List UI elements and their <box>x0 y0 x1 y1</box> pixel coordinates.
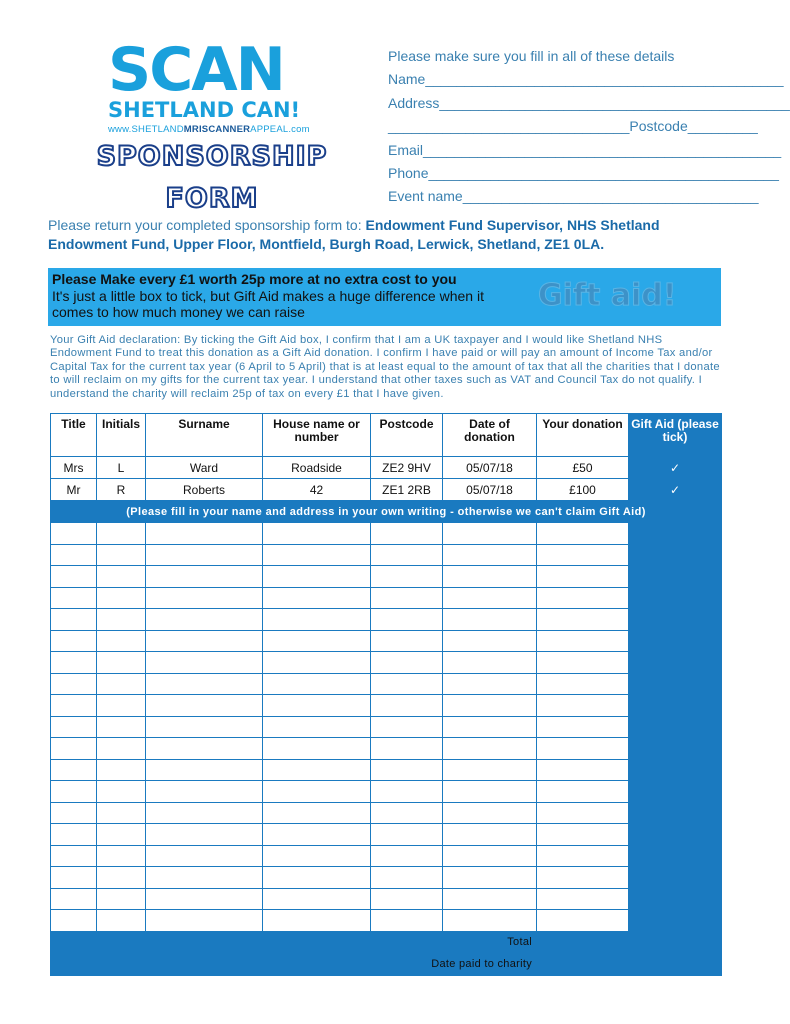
gift-aid-declaration: Your Gift Aid declaration: By ticking the Gift Aid box, I confirm that I am a UK taxpayer and I would like Shetland NHS Endowment Fund to treat this donation as a Gift Aid donation. I confirm I have paid or will pay an amount of Income Tax and/or Capital Tax for the current tax year (6 April to 5 April) that is at least equal to the amount of tax that all the charities that I donate to will reclaim on my gifts for the current tax year. I understand that other taxes such as VAT and Council Tax do not qualify. I understand the charity will reclaim 25p of tax on every £1 that I have given. <box>50 334 720 400</box>
gift-aid-checkbox[interactable] <box>629 695 722 717</box>
entry-cell[interactable] <box>263 910 371 932</box>
banner-body: It's just a little box to tick, but Gift Aid makes a huge difference when it comes to how much money we can raise <box>52 288 484 320</box>
blank-row <box>51 824 722 846</box>
entry-cell[interactable] <box>97 867 146 889</box>
header-title: Title <box>51 414 97 457</box>
entry-cell[interactable] <box>146 587 263 609</box>
title-line-2: FORM <box>165 183 259 214</box>
entry-cell[interactable] <box>97 630 146 652</box>
blank-row <box>51 566 722 588</box>
entry-cell[interactable] <box>263 802 371 824</box>
date-paid-value[interactable] <box>537 953 629 975</box>
entry-cell[interactable] <box>371 802 443 824</box>
header-house: House name or number <box>263 414 371 457</box>
entry-cell[interactable] <box>51 802 97 824</box>
header-postcode: Postcode <box>371 414 443 457</box>
entry-cell[interactable] <box>146 759 263 781</box>
entry-cell[interactable] <box>371 759 443 781</box>
entry-cell[interactable] <box>146 566 263 588</box>
entry-cell[interactable] <box>97 781 146 803</box>
blank-row <box>51 609 722 631</box>
blank-row <box>51 910 722 932</box>
gift-aid-checkbox[interactable] <box>629 738 722 760</box>
gift-aid-checkbox[interactable] <box>629 523 722 545</box>
entry-cell[interactable] <box>263 738 371 760</box>
scan-logo <box>108 35 318 135</box>
entry-cell[interactable] <box>537 566 629 588</box>
entry-cell[interactable] <box>537 867 629 889</box>
entry-cell[interactable] <box>51 716 97 738</box>
entry-cell[interactable] <box>146 738 263 760</box>
entry-cell[interactable] <box>537 673 629 695</box>
entry-cell[interactable] <box>97 759 146 781</box>
blank-row <box>51 652 722 674</box>
name-field[interactable]: Name______________________________________________ <box>388 71 784 88</box>
entry-cell[interactable] <box>537 888 629 910</box>
entry-cell[interactable] <box>537 781 629 803</box>
entry-cell[interactable] <box>146 523 263 545</box>
entry-cell[interactable] <box>51 738 97 760</box>
entry-cell[interactable] <box>97 652 146 674</box>
entry-cell[interactable] <box>371 652 443 674</box>
entry-cell[interactable] <box>537 652 629 674</box>
cell: R <box>97 479 146 501</box>
postcode-field[interactable]: _______________________________Postcode_________ <box>388 118 758 135</box>
banner-headline: Please Make every £1 worth 25p more at no extra cost to you <box>52 271 457 287</box>
blank-row <box>51 716 722 738</box>
cell: Roberts <box>146 479 263 501</box>
handwriting-note: (Please fill in your name and address in your own writing - otherwise we can't claim Gift Aid) <box>51 501 722 523</box>
entry-cell[interactable] <box>97 802 146 824</box>
gift-aid-banner <box>48 268 721 326</box>
entry-cell[interactable] <box>51 824 97 846</box>
entry-cell[interactable] <box>263 759 371 781</box>
entry-cell[interactable] <box>443 716 537 738</box>
blank-row <box>51 867 722 889</box>
form-title <box>86 136 338 220</box>
entry-cell[interactable] <box>371 566 443 588</box>
blank-row <box>51 738 722 760</box>
entry-cell[interactable] <box>263 544 371 566</box>
cell: Mr <box>51 479 97 501</box>
entry-cell[interactable] <box>537 523 629 545</box>
total-label: Total <box>51 931 537 953</box>
gift-aid-checkbox[interactable] <box>629 781 722 803</box>
entry-cell[interactable] <box>146 630 263 652</box>
entry-cell[interactable] <box>146 695 263 717</box>
blank-row <box>51 781 722 803</box>
cell: ZE2 9HV <box>371 457 443 479</box>
address-field[interactable]: Address_____________________________________________ <box>388 94 790 111</box>
entry-cell[interactable] <box>537 824 629 846</box>
entry-cell[interactable] <box>443 781 537 803</box>
gift-aid-checkbox[interactable] <box>629 544 722 566</box>
gift-aid-checkbox[interactable] <box>629 716 722 738</box>
blank-row <box>51 802 722 824</box>
cell: 05/07/18 <box>443 457 537 479</box>
entry-cell[interactable] <box>537 845 629 867</box>
gift-aid-checkbox[interactable] <box>629 652 722 674</box>
email-field[interactable]: Email______________________________________________ <box>388 141 782 158</box>
logo-url: www.SHETLANDMRISCANNERAPPEAL.com <box>108 124 310 135</box>
entry-cell[interactable] <box>51 845 97 867</box>
entry-cell[interactable] <box>537 738 629 760</box>
entry-cell[interactable] <box>97 544 146 566</box>
blank-row <box>51 544 722 566</box>
gift-aid-checkbox[interactable]: ✓ <box>629 479 722 501</box>
gift-aid-label: Gift aid! <box>538 278 677 313</box>
entry-cell[interactable] <box>263 888 371 910</box>
entry-cell[interactable] <box>537 695 629 717</box>
entry-cell[interactable] <box>443 802 537 824</box>
header-initials: Initials <box>97 414 146 457</box>
entry-cell[interactable] <box>537 544 629 566</box>
gift-aid-checkbox[interactable] <box>629 587 722 609</box>
entry-cell[interactable] <box>263 609 371 631</box>
entry-cell[interactable] <box>263 630 371 652</box>
gift-aid-checkbox[interactable] <box>629 845 722 867</box>
entry-cell[interactable] <box>97 845 146 867</box>
cell: £50 <box>537 457 629 479</box>
logo-wordmark: SCAN <box>108 35 284 105</box>
table-row <box>51 457 722 479</box>
entry-cell[interactable] <box>371 824 443 846</box>
entry-cell[interactable] <box>146 867 263 889</box>
entry-cell[interactable] <box>443 759 537 781</box>
table-row <box>51 479 722 501</box>
entry-cell[interactable] <box>97 695 146 717</box>
total-row <box>51 931 722 953</box>
cell: ZE1 2RB <box>371 479 443 501</box>
entry-cell[interactable] <box>537 609 629 631</box>
entry-cell[interactable] <box>146 888 263 910</box>
entry-cell[interactable] <box>443 738 537 760</box>
entry-cell[interactable] <box>443 544 537 566</box>
blank-row <box>51 673 722 695</box>
entry-cell[interactable] <box>51 888 97 910</box>
entry-cell[interactable] <box>263 867 371 889</box>
gift-aid-checkbox[interactable] <box>629 673 722 695</box>
entry-cell[interactable] <box>371 716 443 738</box>
gift-aid-checkbox[interactable] <box>629 867 722 889</box>
gift-aid-checkbox[interactable] <box>629 910 722 932</box>
entry-cell[interactable] <box>371 888 443 910</box>
entry-cell[interactable] <box>51 523 97 545</box>
entry-cell[interactable] <box>371 523 443 545</box>
entry-cell[interactable] <box>97 824 146 846</box>
entry-cell[interactable] <box>97 587 146 609</box>
blank-row <box>51 888 722 910</box>
entry-cell[interactable] <box>371 673 443 695</box>
logo-subtitle: SHETLAND CAN! <box>108 98 301 122</box>
entry-cell[interactable] <box>443 609 537 631</box>
gift-aid-checkbox[interactable] <box>629 630 722 652</box>
entry-cell[interactable] <box>97 716 146 738</box>
entry-cell[interactable] <box>443 652 537 674</box>
entry-cell[interactable] <box>443 845 537 867</box>
entry-cell[interactable] <box>146 544 263 566</box>
entry-cell[interactable] <box>371 630 443 652</box>
entry-cell[interactable] <box>51 544 97 566</box>
phone-field[interactable]: Phone_____________________________________________ <box>388 164 779 181</box>
event-name-field[interactable]: Event name______________________________________ <box>388 188 759 205</box>
entry-cell[interactable] <box>146 781 263 803</box>
header-date: Date of donation <box>443 414 537 457</box>
entry-cell[interactable] <box>443 824 537 846</box>
cell: L <box>97 457 146 479</box>
entry-cell[interactable] <box>97 609 146 631</box>
entry-cell[interactable] <box>443 867 537 889</box>
title-line-1: SPONSORSHIP <box>96 141 328 172</box>
entry-cell[interactable] <box>146 652 263 674</box>
date-paid-gift-aid <box>629 953 722 975</box>
blank-row <box>51 630 722 652</box>
entry-cell[interactable] <box>263 845 371 867</box>
date-paid-label: Date paid to charity <box>51 953 537 975</box>
entry-cell[interactable] <box>263 716 371 738</box>
entry-cell[interactable] <box>51 587 97 609</box>
table-header <box>51 414 722 457</box>
entry-cell[interactable] <box>51 867 97 889</box>
cell: Ward <box>146 457 263 479</box>
entry-cell[interactable] <box>146 824 263 846</box>
entry-cell[interactable] <box>146 609 263 631</box>
entry-cell[interactable] <box>443 888 537 910</box>
entry-cell[interactable] <box>537 759 629 781</box>
entry-cell[interactable] <box>371 544 443 566</box>
blank-row <box>51 695 722 717</box>
entry-cell[interactable] <box>371 695 443 717</box>
entry-cell[interactable] <box>443 910 537 932</box>
entry-cell[interactable] <box>263 781 371 803</box>
handwriting-note-row <box>51 501 722 523</box>
entry-cell[interactable] <box>371 867 443 889</box>
entry-cell[interactable] <box>371 845 443 867</box>
entry-cell[interactable] <box>371 910 443 932</box>
entry-cell[interactable] <box>537 716 629 738</box>
entry-cell[interactable] <box>51 910 97 932</box>
return-instructions: Please return your completed sponsorship form to: Endowment Fund Supervisor, NHS Shetland Endowment Fund, Upper Floor, Montfield, Burgh Road, Lerwick, Shetland, ZE1 0LA. <box>48 217 660 252</box>
entry-cell[interactable] <box>537 630 629 652</box>
entry-cell[interactable] <box>263 652 371 674</box>
header-gift-aid: Gift Aid (please tick) <box>629 414 722 457</box>
blank-row <box>51 523 722 545</box>
entry-cell[interactable] <box>263 566 371 588</box>
entry-cell[interactable] <box>51 652 97 674</box>
entry-cell[interactable] <box>443 695 537 717</box>
entry-cell[interactable] <box>263 523 371 545</box>
blank-rows <box>51 523 722 932</box>
entry-cell[interactable] <box>97 673 146 695</box>
gift-aid-checkbox[interactable] <box>629 888 722 910</box>
entry-cell[interactable] <box>371 738 443 760</box>
entry-cell[interactable] <box>51 630 97 652</box>
entry-cell[interactable] <box>146 673 263 695</box>
total-value[interactable] <box>537 931 629 953</box>
entry-cell[interactable] <box>97 910 146 932</box>
blank-row <box>51 845 722 867</box>
entry-cell[interactable] <box>537 910 629 932</box>
entry-cell[interactable] <box>97 523 146 545</box>
entry-cell[interactable] <box>443 523 537 545</box>
cell: Roadside <box>263 457 371 479</box>
cell: 42 <box>263 479 371 501</box>
entry-cell[interactable] <box>51 781 97 803</box>
entry-cell[interactable] <box>263 695 371 717</box>
sponsorship-table <box>50 413 722 976</box>
cell: £100 <box>537 479 629 501</box>
header-donation: Your donation <box>537 414 629 457</box>
cell: 05/07/18 <box>443 479 537 501</box>
entry-cell[interactable] <box>443 566 537 588</box>
entry-cell[interactable] <box>263 673 371 695</box>
entry-cell[interactable] <box>146 802 263 824</box>
details-fields <box>388 46 790 210</box>
gift-aid-checkbox[interactable] <box>629 609 722 631</box>
blank-row <box>51 759 722 781</box>
details-intro: Please make sure you fill in all of these details <box>388 48 675 64</box>
entry-cell[interactable] <box>51 759 97 781</box>
gift-aid-checkbox[interactable] <box>629 824 722 846</box>
entry-cell[interactable] <box>263 587 371 609</box>
entry-cell[interactable] <box>146 845 263 867</box>
header-surname: Surname <box>146 414 263 457</box>
entry-cell[interactable] <box>51 673 97 695</box>
entry-cell[interactable] <box>51 695 97 717</box>
entry-cell[interactable] <box>97 566 146 588</box>
entry-cell[interactable] <box>537 802 629 824</box>
entry-cell[interactable] <box>97 888 146 910</box>
entry-cell[interactable] <box>537 587 629 609</box>
entry-cell[interactable] <box>146 716 263 738</box>
cell: Mrs <box>51 457 97 479</box>
entry-cell[interactable] <box>263 824 371 846</box>
entry-cell[interactable] <box>443 587 537 609</box>
gift-aid-checkbox[interactable] <box>629 566 722 588</box>
paid-row <box>51 953 722 975</box>
gift-aid-checkbox[interactable] <box>629 759 722 781</box>
gift-aid-checkbox[interactable] <box>629 802 722 824</box>
blank-row <box>51 587 722 609</box>
entry-cell[interactable] <box>146 910 263 932</box>
entry-cell[interactable] <box>443 673 537 695</box>
total-gift-aid <box>629 931 722 953</box>
entry-cell[interactable] <box>443 630 537 652</box>
entry-cell[interactable] <box>51 566 97 588</box>
entry-cell[interactable] <box>371 587 443 609</box>
entry-cell[interactable] <box>97 738 146 760</box>
entry-cell[interactable] <box>371 781 443 803</box>
entry-cell[interactable] <box>371 609 443 631</box>
gift-aid-checkbox[interactable]: ✓ <box>629 457 722 479</box>
entry-cell[interactable] <box>51 609 97 631</box>
